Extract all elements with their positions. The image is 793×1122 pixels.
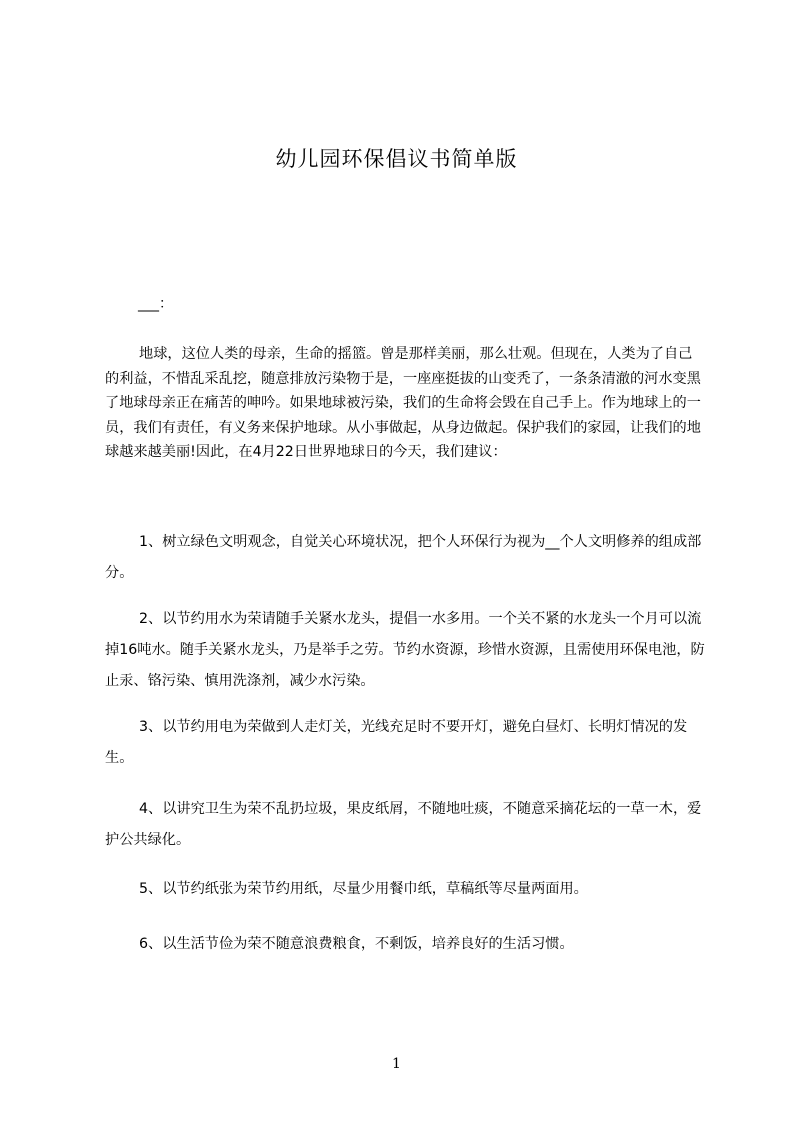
proposal-item-1: 1、树立绿色文明观念，自觉关心环境状况，把个人环保行为视为__个人文明修养的组成部分。 — [105, 534, 702, 581]
proposal-item-2: 2、以节约用水为荣请随手关紧水龙头，提倡一水多用。一个关不紧的水龙头一个月可以流掉16吨水。随手关紧水龙头，乃是举手之劳。节约水资源，珍惜水资源，且需使用环保电池，防止汞、铬污染、慎用洗涤剂，减少水污染。 — [105, 611, 705, 689]
page-number: 1 — [392, 1056, 401, 1072]
document-title: 幼儿园环保倡议书简单版 — [275, 147, 518, 171]
proposal-item-5: 5、以节约纸张为荣节约用纸，尽量少用餐巾纸，草稿纸等尽量两面用。 — [139, 881, 588, 897]
proposal-item-3: 3、以节约用电为荣做到人走灯关，光线充足时不要开灯，避免白昼灯、长明灯情况的发生。 — [105, 719, 688, 766]
proposal-item-6: 6、以生活节俭为荣不随意浪费粮食，不剩饭，培养良好的生活习惯。 — [139, 936, 574, 952]
intro-paragraph: 地球，这位人类的母亲，生命的摇篮。曾是那样美丽，那么壮观。但现在，人类为了自己的利益，不惜乱采乱挖，随意排放污染物于是，一座座挺拔的山变秃了，一条条清澈的河水变黑了地球母亲正在痛苦的呻吟。如果地球被污染，我们的生命将会毁在自己手上。作为地球上的一员，我们有责任，有义务来保护地球。从小事做起，从身边做起。保护我们的家园，让我们的地球越来越美丽!因此，在4月22日世界地球日的今天，我们建议： — [105, 346, 701, 461]
proposal-item-4: 4、以讲究卫生为荣不乱扔垃圾，果皮纸屑，不随地吐痰，不随意采摘花坛的一草一木，爱护公共绿化。 — [105, 801, 702, 848]
salutation: ___： — [138, 296, 173, 312]
